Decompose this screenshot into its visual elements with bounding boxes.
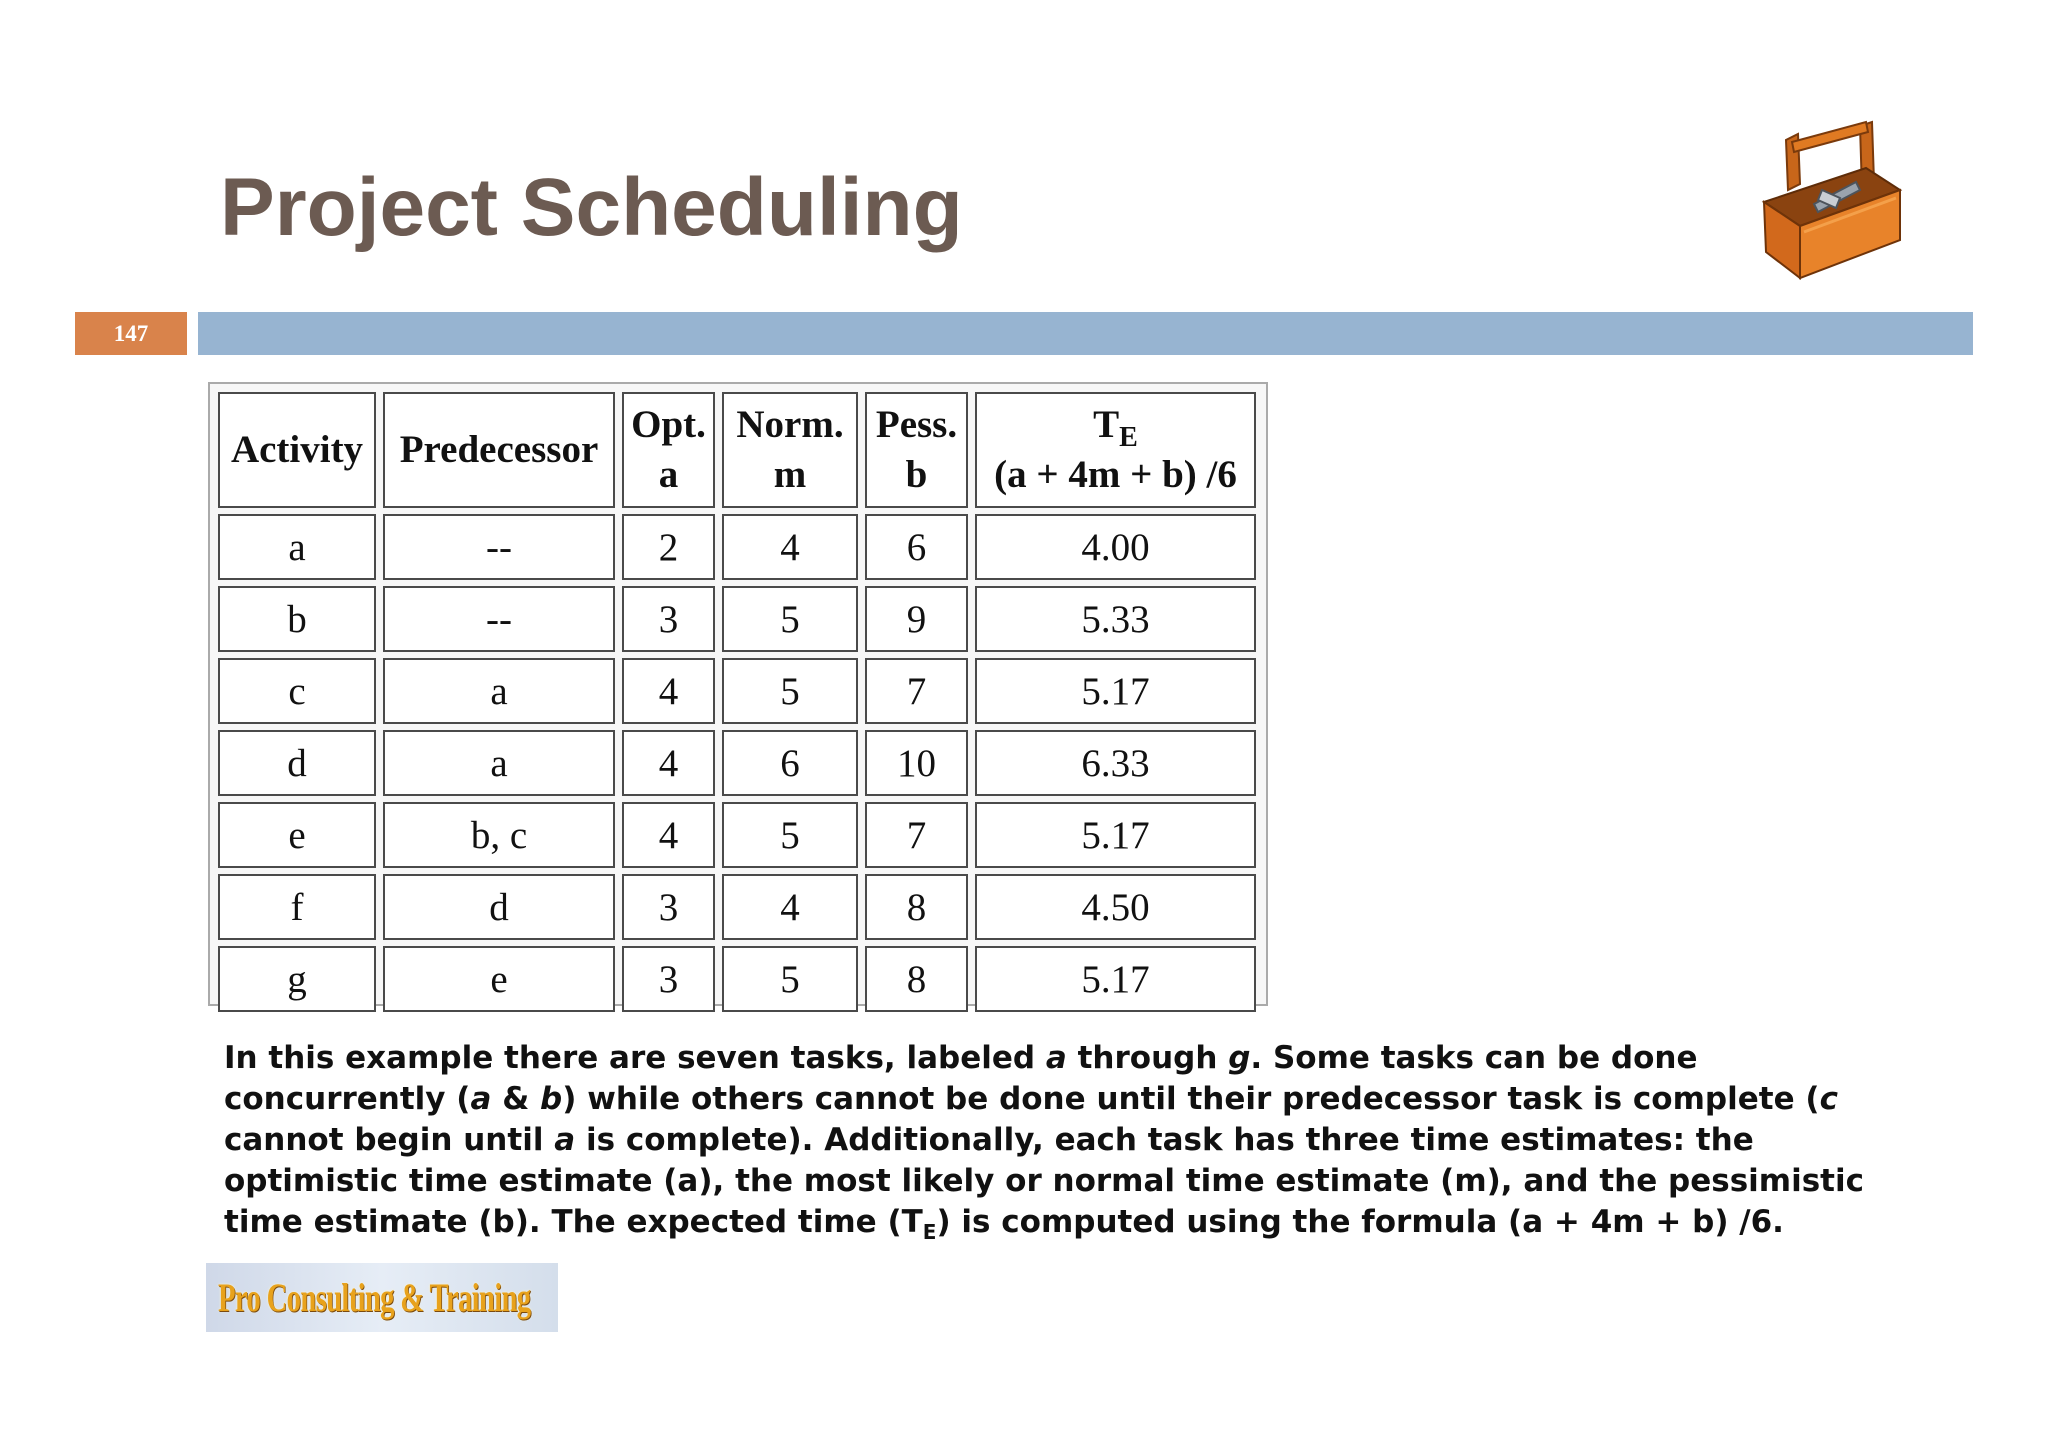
company-logo [206,1263,558,1332]
header-normal-label: Norm. [736,403,844,446]
cell-activity: g [218,946,376,1012]
cell-optimistic: 4 [622,802,715,868]
description-text: In this example there are seven tasks, labeled [224,1040,1046,1076]
cell-expected-time: 5.17 [975,946,1256,1012]
cell-expected-time: 5.17 [975,658,1256,724]
description-italic: a [554,1122,576,1158]
slide-title: Project Scheduling [220,162,963,253]
cell-activity: f [218,874,376,940]
schedule-table [211,386,1263,1018]
cell-activity: c [218,658,376,724]
header-activity: Activity [218,392,376,508]
header-pessimistic-symbol: b [905,453,928,496]
cell-optimistic: 3 [622,586,715,652]
cell-expected-time: 5.17 [975,802,1256,868]
cell-normal: 5 [722,586,858,652]
description-italic: g [1228,1040,1251,1076]
header-expected-time-symbol [977,400,1254,453]
cell-predecessor: b, c [383,802,615,868]
cell-activity: d [218,730,376,796]
cell-expected-time: 5.33 [975,586,1256,652]
cell-pessimistic: 7 [865,658,968,724]
cell-pessimistic: 8 [865,874,968,940]
cell-expected-time: 6.33 [975,730,1256,796]
cell-normal: 4 [722,874,858,940]
te-symbol: T [1093,403,1120,446]
cell-normal: 5 [722,658,858,724]
cell-activity: e [218,802,376,868]
table-row [218,658,1256,724]
table-row [218,874,1256,940]
schedule-table-container [208,382,1268,1006]
description-text: is complete). Additionally, each task has three time estimates: the optimistic time estimate (a), the most likely or normal time estimate (m), and the pessimistic time estimate (b). The expected time (T [224,1122,1864,1240]
header-normal-symbol: m [773,453,807,496]
description-text: & [491,1081,541,1117]
table-row [218,802,1256,868]
cell-normal: 6 [722,730,858,796]
cell-pessimistic: 9 [865,586,968,652]
cell-predecessor: -- [383,586,615,652]
cell-expected-time: 4.50 [975,874,1256,940]
cell-optimistic: 2 [622,514,715,580]
header-optimistic-symbol: a [658,453,679,496]
cell-expected-time: 4.00 [975,514,1256,580]
te-subscript: E [1119,421,1138,453]
cell-pessimistic: 10 [865,730,968,796]
description-italic: c [1819,1081,1838,1117]
description-text: ) while others cannot be done until their predecessor task is complete ( [562,1081,1820,1117]
description-text: through [1066,1040,1229,1076]
description-italic: a [1045,1040,1067,1076]
cell-optimistic: 4 [622,658,715,724]
description-italic: b [540,1081,563,1117]
cell-predecessor: a [383,658,615,724]
table-header-row [218,392,1256,508]
description-italic: a [470,1081,492,1117]
table-row [218,514,1256,580]
header-optimistic-label: Opt. [631,403,706,446]
header-expected-time [975,392,1256,508]
cell-pessimistic: 8 [865,946,968,1012]
header-pessimistic [865,392,968,508]
header-pessimistic-label: Pess. [875,403,958,446]
cell-predecessor: -- [383,514,615,580]
toolbox-icon [1756,120,1906,290]
header-expected-time-formula: (a + 4m + b) /6 [994,453,1237,496]
cell-activity: b [218,586,376,652]
header-predecessor: Predecessor [383,392,615,508]
header-bar [198,312,1973,355]
company-logo-text: Pro Consulting & Training [218,1275,531,1320]
cell-pessimistic: 6 [865,514,968,580]
description-text: . Some tasks can be done concurrently ( [224,1040,1698,1117]
table-row [218,586,1256,652]
description-text: ) is computed using the formula (a + 4m + b) /6. [936,1204,1784,1240]
description-subscript: E [922,1220,937,1245]
cell-normal: 5 [722,802,858,868]
cell-optimistic: 3 [622,874,715,940]
cell-pessimistic: 7 [865,802,968,868]
table-row [218,946,1256,1012]
table-row [218,730,1256,796]
description-paragraph [224,1038,1864,1243]
cell-predecessor: d [383,874,615,940]
cell-optimistic: 4 [622,730,715,796]
cell-optimistic: 3 [622,946,715,1012]
cell-normal: 4 [722,514,858,580]
cell-normal: 5 [722,946,858,1012]
cell-predecessor: e [383,946,615,1012]
cell-activity: a [218,514,376,580]
description-text: cannot begin until [224,1122,555,1158]
header-normal [722,392,858,508]
slide-number-badge: 147 [75,312,187,355]
cell-predecessor: a [383,730,615,796]
header-optimistic [622,392,715,508]
